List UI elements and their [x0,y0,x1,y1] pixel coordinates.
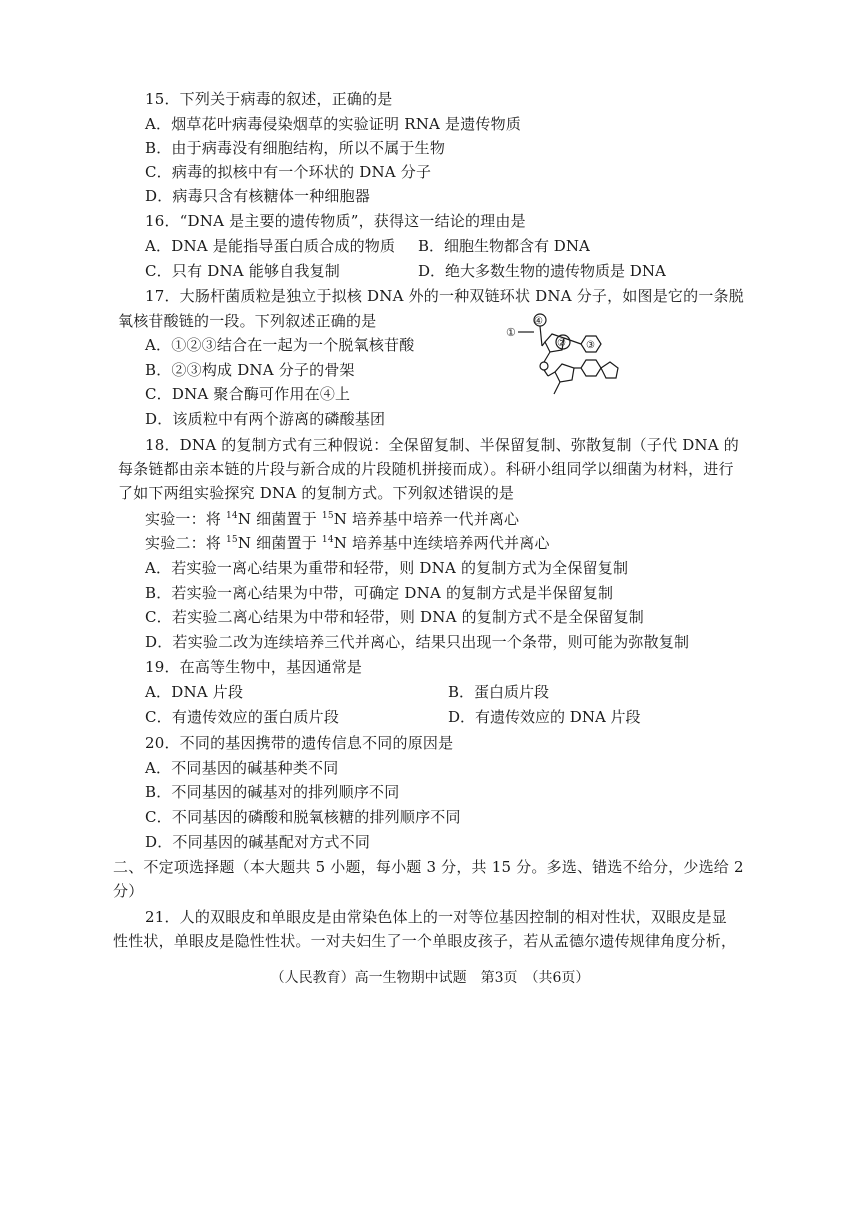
q18-option-a: A．若实验一离心结果为重带和轻带，则 DNA 的复制方式为全保留复制 [145,559,629,577]
figure-label-3: ③ [586,340,595,351]
q18-stem-line2: 每条链都由亲本链的片段与新合成的片段随机拼接而成）。科研小组同学以细菌为材料，进行 [118,460,734,478]
q18-experiment-1: 实验一：将 $^{14}$N 细菌置于 $^{15}$N 培养基中培养一代并离心 [145,510,520,528]
q19-option-c: C．有遗传效应的蛋白质片段 [145,708,340,726]
q16-option-a: A．DNA 是能指导蛋白质合成的物质 [145,237,396,255]
q20-option-d: D．不同基因的碱基配对方式不同 [145,833,371,851]
q20-option-c: C．不同基因的磷酸和脱氧核糖的排列顺序不同 [145,808,461,826]
q18-stem-line1: 18．DNA 的复制方式有三种假说：全保留复制、半保留复制、弥散复制（子代 DNA 的 [145,436,739,454]
q17-stem-line1: 17．大肠杆菌质粒是独立于拟核 DNA 外的一种双链环状 DNA 分子，如图是它的一条脱 [145,287,744,305]
figure-label-2: ② [557,338,566,349]
q19-option-b: B．蛋白质片段 [448,683,550,701]
q19-option-a: A．DNA 片段 [145,683,244,701]
q19-stem: 19．在高等生物中，基因通常是 [145,658,363,676]
q20-stem: 20．不同的基因携带的遗传信息不同的原因是 [145,734,454,752]
q17-option-d: D．该质粒中有两个游离的磷酸基团 [145,410,386,428]
section2-heading-line1: 二、不定项选择题（本大题共 5 小题，每小题 3 分，共 15 分。多选、错选不给分，少选给 2 [113,858,744,876]
q17-stem-line2: 氧核苷酸链的一段。下列叙述正确的是 [118,312,377,330]
q20-option-b: B．不同基因的碱基对的排列顺序不同 [145,783,400,801]
q16-option-d: D．绝大多数生物的遗传物质是 DNA [418,262,666,280]
q19-option-d: D．有遗传效应的 DNA 片段 [448,708,641,726]
section2-heading-line2: 分） [113,882,144,900]
q21-stem-line2: 性性状，单眼皮是隐性性状。一对夫妇生了一个单眼皮孩子，若从孟德尔遗传规律角度分析， [113,932,737,950]
page-footer: （人民教育）高一生物期中试题 第3页 （共6页） [270,970,590,986]
figure-label-1: ① [506,326,516,339]
figure-label-4: ④ [534,316,543,327]
q15-option-b: B．由于病毒没有细胞结构，所以不属于生物 [145,139,446,157]
q17-option-b: B．②③构成 DNA 分子的骨架 [145,361,355,379]
q15-option-d: D．病毒只含有核糖体一种细胞器 [145,187,371,205]
q16-stem: 16．“DNA 是主要的遗传物质”，获得这一结论的理由是 [145,212,526,230]
q20-option-a: A．不同基因的碱基种类不同 [145,759,339,777]
q18-stem-line3: 了如下两组实验探究 DNA 的复制方式。下列叙述错误的是 [118,484,515,502]
q21-stem-line1: 21．人的双眼皮和单眼皮是由常染色体上的一对等位基因控制的相对性状，双眼皮是显 [145,908,727,926]
q15-option-a: A．烟草花叶病毒侵染烟草的实验证明 RNA 是遗传物质 [145,115,522,133]
q17-option-a: A．①②③结合在一起为一个脱氧核苷酸 [145,336,415,354]
q18-experiment-2: 实验二：将 $^{15}$N 细菌置于 $^{14}$N 培养基中连续培养两代并离心 [145,534,550,552]
q15-stem: 15．下列关于病毒的叙述，正确的是 [145,90,393,108]
q18-option-c: C．若实验二离心结果为中带和轻带，则 DNA 的复制方式不是全保留复制 [145,608,645,626]
q18-option-d: D．若实验二改为连续培养三代并离心，结果只出现一个条带，则可能为弥散复制 [145,633,690,651]
q18-option-b: B．若实验一离心结果为中带，可确定 DNA 的复制方式是半保留复制 [145,584,614,602]
q16-option-c: C．只有 DNA 能够自我复制 [145,262,340,280]
nucleotide-chain-figure [500,312,620,402]
q15-option-c: C．病毒的拟核中有一个环状的 DNA 分子 [145,163,432,181]
q17-option-c: C．DNA 聚合酶可作用在④上 [145,385,351,403]
q16-option-b: B．细胞生物都含有 DNA [418,237,590,255]
